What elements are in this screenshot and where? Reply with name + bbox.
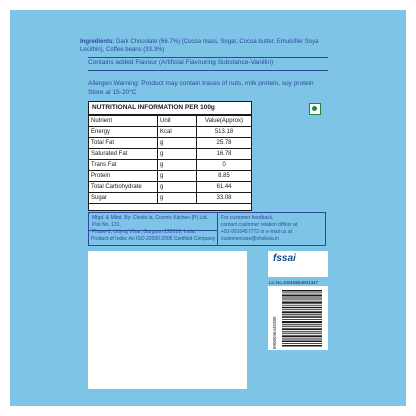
nutrient-unit: g <box>158 160 197 171</box>
veg-dot <box>312 106 317 111</box>
nutrition-title: NUTRITIONAL INFORMATION PER 100g <box>89 102 251 115</box>
table-header-row <box>89 116 251 127</box>
nutrient-name: Total Fat <box>89 138 158 149</box>
table-row <box>89 171 251 182</box>
nutrient-unit: Kcal <box>158 127 197 138</box>
table-row <box>89 149 251 160</box>
nutrient-name: Trans Fat <box>89 160 158 171</box>
header-nutrient: Nutrient <box>89 116 158 127</box>
fssai-logo-box <box>268 251 328 277</box>
flavour-notice: Contains added Flavour (Artificial Flavouring Substance-Vanillin) <box>88 59 274 66</box>
nutrient-unit: g <box>158 193 197 204</box>
customer-feedback <box>218 212 326 246</box>
nutrient-value: 16.78 <box>197 149 252 160</box>
nutrient-name: Protein <box>89 171 158 182</box>
iso-certification: Product of India: An ISO 22000:2005 Certified Company <box>88 230 218 246</box>
ingredients-label: Ingredients: <box>80 39 115 45</box>
nutrient-unit: g <box>158 171 197 182</box>
barcode <box>268 286 328 350</box>
ingredients-text <box>80 38 340 54</box>
fssai-logo: fssai <box>273 253 296 264</box>
nutrient-value: 513.18 <box>197 127 252 138</box>
allergen-line: Allergen Warning: Product may contain traces of nuts, milk protein, soy protein <box>88 80 314 87</box>
table-row <box>89 127 251 138</box>
table-row <box>89 193 251 204</box>
veg-mark-icon <box>309 103 321 115</box>
allergen-warning <box>88 79 328 97</box>
storage-line: Store at 15-20°C <box>88 89 137 96</box>
mfg-line: Mfgd. & Mktd. By: Choko la, Cosmic Kitchen (P) Ltd. Plot No. 131, <box>92 215 208 228</box>
nutrient-value: 0 <box>197 160 252 171</box>
divider <box>88 70 328 71</box>
divider <box>88 57 328 58</box>
nutrient-unit: g <box>158 149 197 160</box>
nutrient-value: 33.08 <box>197 193 252 204</box>
nutrient-name: Sugar <box>89 193 158 204</box>
barcode-icon <box>268 286 328 350</box>
nutrient-unit: g <box>158 138 197 149</box>
feedback-line: contact customer relation officer at <box>221 222 298 228</box>
barcode-number: 8906046440380 <box>272 316 277 349</box>
ingredients-list: Dark Chocolate (66.7%) (Cocoa mass, Sugar, Cocoa butter, Emulsifier Soya Lecithin), Coffee beans (33.3%) <box>80 39 319 53</box>
header-unit: Unit <box>158 116 197 127</box>
nutrient-name: Energy <box>89 127 158 138</box>
nutrient-unit: g <box>158 182 197 193</box>
table-row <box>89 138 251 149</box>
batch-info-box <box>88 251 247 389</box>
feedback-line: customercare@chokola.in <box>221 236 279 242</box>
feedback-line: For customer feedback, <box>221 215 274 221</box>
nutrient-value: 25.78 <box>197 138 252 149</box>
nutrient-value: 8.85 <box>197 171 252 182</box>
feedback-line: +91-9910457772 or e-mail us at <box>221 229 293 235</box>
header-value: Value(Approx) <box>197 116 252 127</box>
nutrient-name: Saturated Fat <box>89 149 158 160</box>
table-row <box>89 160 251 171</box>
nutrient-value: 61.44 <box>197 182 252 193</box>
mfg-line: Phase-1, Udyog Vihar, Gurgaon 122016, India. <box>92 229 196 235</box>
table-row <box>89 182 251 193</box>
nutrition-table <box>88 101 252 211</box>
fssai-license: Lic.No.10018664001447 <box>269 280 319 285</box>
nutrient-name: Total Carbohydrate <box>89 182 158 193</box>
